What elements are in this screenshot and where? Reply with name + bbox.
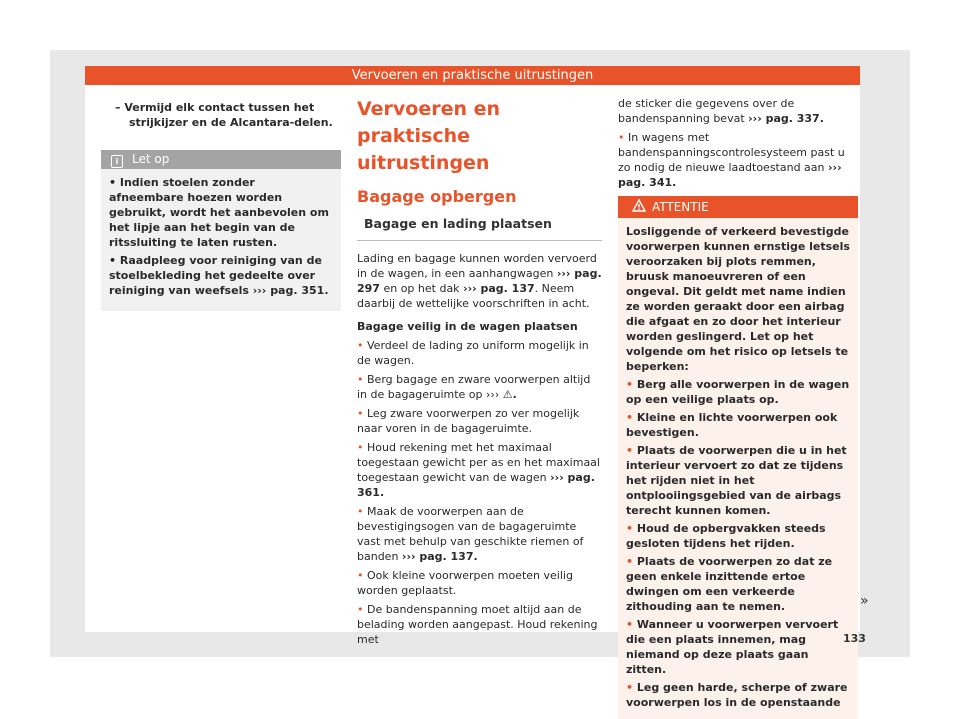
warning-item-text: Plaats de voorwerpen zo dat ze geen enkele inzittende ertoe dwingen om een verkeerde zithouding aan te nemen. xyxy=(626,555,833,613)
column-left xyxy=(101,96,341,311)
warning-header xyxy=(618,196,858,218)
bullet-text: Maak de voorwerpen aan de bevestigingsogen van de bagageruimte vast met behulp van geschikte riemen of banden xyxy=(357,505,584,563)
tip-item-2-text: Raadpleeg voor reiniging van de stoelbekleding het gedeelte over reiniging van weefsels xyxy=(109,254,322,297)
p2-ref[interactable]: ››› pag. 341. xyxy=(618,161,842,189)
warning-item-text: Kleine en lichte voorwerpen ook bevestigen. xyxy=(626,411,838,439)
page-number: 133 xyxy=(843,632,866,645)
bullet-item: • Houd rekening met het maximaal toegestaan gewicht per as en het maximaal toegestaan gewicht van de wagen ››› pag. 361. xyxy=(357,441,600,499)
intro-text-b: en op het dak xyxy=(383,282,460,295)
dash-item: – Vermijd elk contact tussen het strijkijzer en de Alcantara-delen. xyxy=(115,101,333,129)
warning-item: • Houd de opbergvakken steeds gesloten tijdens het rijden. xyxy=(626,522,826,550)
warning-item: • Berg alle voorwerpen in de wagen op een veilige plaats op. xyxy=(626,378,850,406)
warning-item-text: Leg geen harde, scherpe of zware voorwerpen los in de openstaande xyxy=(626,681,848,709)
intro-ref-2[interactable]: ››› pag. 137 xyxy=(463,282,535,295)
warning-item: • Wanneer u voorwerpen vervoert die een plaats innemen, mag niemand op deze plaats gaan zitten. xyxy=(626,618,839,676)
warning-body xyxy=(618,218,858,719)
warning-item-text: Wanneer u voorwerpen vervoert die een plaats innemen, mag niemand op deze plaats gaan zitten. xyxy=(626,618,839,676)
bullet-text: Leg zware voorwerpen zo ver mogelijk naar voren in de bagageruimte. xyxy=(357,407,580,435)
bullet-text: De bandenspanning moet altijd aan de belading worden aangepast. Houd rekening met xyxy=(357,603,598,646)
bullet-item: • Maak de voorwerpen aan de bevestigingsogen van de bagageruimte vast met behulp van geschikte riemen of banden ››› pag. 137. xyxy=(357,505,584,563)
warning-item: • Plaats de voorwerpen zo dat ze geen enkele inzittende ertoe dwingen om een verkeerde zithouding aan te nemen. xyxy=(626,555,833,613)
warning-intro: Losliggende of verkeerd bevestigde voorwerpen kunnen ernstige letsels veroorzaken bij plots remmen, bruusk manoeuvreren of een ongeval. Dit geldt met name indien ze worden geraakt door een airbag die afgaat en zo door het interieur worden geslingerd. Let op het volgende om het risico op letsels te beperken: xyxy=(626,225,850,373)
warning-item-text: Plaats de voorwerpen die u in het interieur vervoert zo dat ze tijdens het rijden niet in het ontplooiingsgebied van de airbags terecht kunnen komen. xyxy=(626,444,847,517)
warning-item: • Kleine en lichte voorwerpen ook bevestigen. xyxy=(626,411,838,439)
tip-item-2-prefix: ››› xyxy=(252,284,267,297)
intro-ref-1[interactable]: ››› pag. 297 xyxy=(357,267,602,295)
bullet-ref[interactable]: ››› pag. 361. xyxy=(357,471,595,499)
tip-header xyxy=(101,150,341,169)
bullet-item: • Berg bagage en zware voorwerpen altijd in de bagageruimte op ››› ⚠. xyxy=(357,373,591,401)
bullet-ref[interactable]: ⚠. xyxy=(502,388,517,401)
tpms-paragraph: • In wagens met bandenspanningscontrolesysteem past u zo nodig de nieuwe laadtoestand aan ››› pag. 341. xyxy=(618,131,845,189)
bullet-list xyxy=(357,338,602,647)
warning-triangle-icon xyxy=(632,199,646,212)
bullet-item: • De bandenspanning moet altijd aan de belading worden aangepast. Houd rekening met xyxy=(357,603,598,646)
bullet-item: • Ook kleine voorwerpen moeten veilig worden geplaatst. xyxy=(357,569,573,597)
tip-item-1: • Indien stoelen zonder afneembare hoezen worden gebruikt, wordt het aanbevolen om het lipje aan het begin van de ritssluiting te laten rusten. xyxy=(109,175,333,250)
page-title: Vervoeren en praktische uitrustingen xyxy=(357,98,501,174)
warning-item: • Leg geen harde, scherpe of zware voorwerpen los in de openstaande xyxy=(626,681,848,709)
intro-text-a: Lading en bagage kunnen worden vervoerd in de wagen, in een aanhangwagen xyxy=(357,252,597,280)
tire-sticker-paragraph xyxy=(618,96,858,126)
warning-list xyxy=(626,377,850,710)
warning-box xyxy=(618,196,858,719)
intro-paragraph xyxy=(357,251,602,311)
bullet-text: Verdeel de lading zo uniform mogelijk in de wagen. xyxy=(357,339,589,367)
dash-item-text: Vermijd elk contact tussen het strijkijzer en de Alcantara-delen. xyxy=(124,101,333,129)
bullet-text: Ook kleine voorwerpen moeten veilig worden geplaatst. xyxy=(357,569,573,597)
tip-item-2 xyxy=(109,253,333,298)
continue-mark: » xyxy=(860,593,869,609)
bullet-item: • Verdeel de lading zo uniform mogelijk in de wagen. xyxy=(357,339,589,367)
p1-text: de sticker die gegevens over de bandenspanning bevat xyxy=(618,97,795,125)
bullet-text: Houd rekening met het maximaal toegestaan gewicht per as en het maximaal toegestaan gewicht van de wagen xyxy=(357,441,600,484)
intro-text-c: . Neem daarbij de wettelijke voorschriften in acht. xyxy=(357,282,590,310)
column-right xyxy=(618,96,858,719)
column-middle xyxy=(357,96,602,651)
warning-item-text: Berg alle voorwerpen in de wagen op een veilige plaats op. xyxy=(626,378,850,406)
tip-title: Let op xyxy=(132,152,170,166)
subsection-title: Bagage en lading plaatsen xyxy=(357,215,602,241)
bullet-item: • Leg zware voorwerpen zo ver mogelijk naar voren in de bagageruimte. xyxy=(357,407,580,435)
warning-title: ATTENTIE xyxy=(652,200,709,214)
bullet-text: Berg bagage en zware voorwerpen altijd in de bagageruimte op ››› xyxy=(357,373,591,401)
chapter-header: Vervoeren en praktische uitrustingen xyxy=(85,66,860,85)
p2-text: In wagens met bandenspanningscontrolesysteem past u zo nodig de nieuwe laadtoestand aan xyxy=(618,131,845,174)
tip-item-2-ref[interactable]: pag. 351. xyxy=(270,284,329,297)
warning-item-text: Houd de opbergvakken steeds gesloten tijdens het rijden. xyxy=(626,522,826,550)
p1-ref[interactable]: ››› pag. 337. xyxy=(748,112,824,125)
subheading: Bagage veilig in de wagen plaatsen xyxy=(357,320,578,333)
tip-body xyxy=(101,169,341,311)
section-title: Bagage opbergen xyxy=(357,187,517,206)
tip-box xyxy=(101,150,341,311)
bullet-ref[interactable]: ››› pag. 137. xyxy=(401,550,478,563)
warning-item: • Plaats de voorwerpen die u in het interieur vervoert zo dat ze tijdens het rijden niet in het ontplooiingsgebied van de airbags terecht kunnen komen. xyxy=(626,444,847,517)
info-icon: i xyxy=(111,155,123,168)
